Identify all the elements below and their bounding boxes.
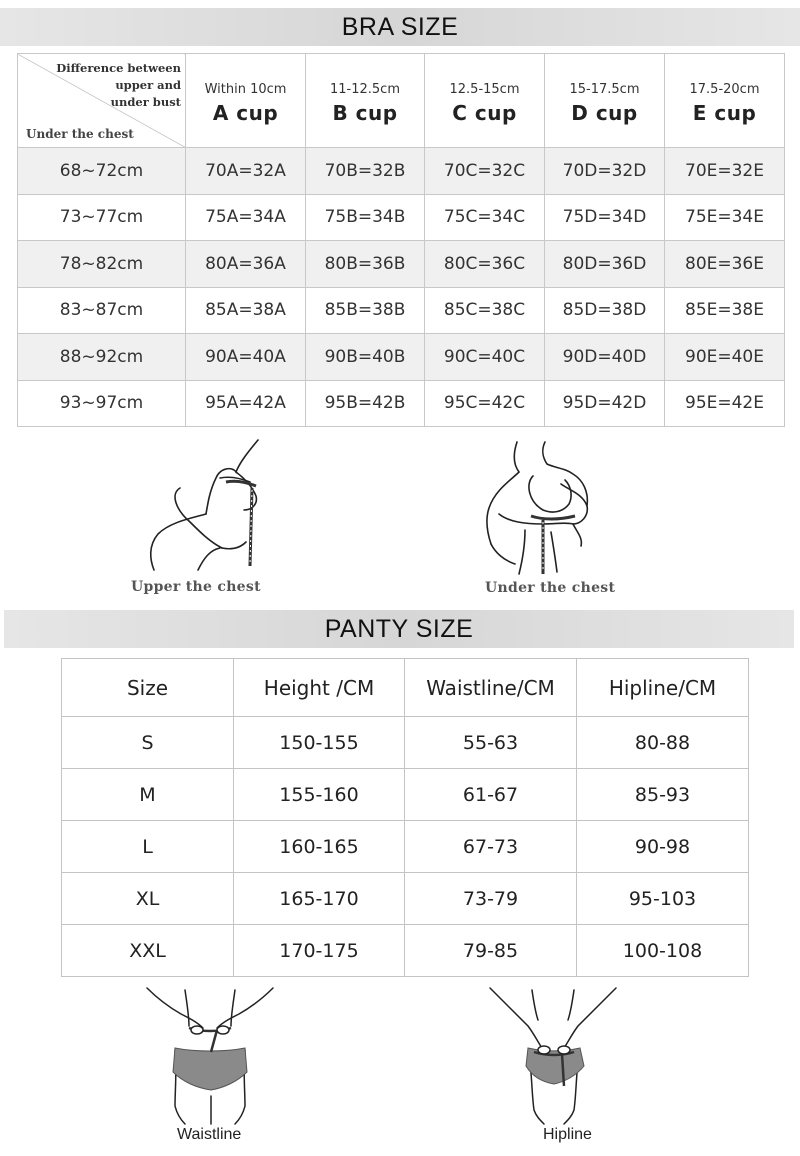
bra-row [18,380,785,427]
cup-range: 12.5-15cm [449,82,520,97]
panty-row [62,769,749,821]
cup-name: C cup [452,101,517,125]
height-cell: 155-160 [234,769,405,821]
cup-header-d [545,54,665,148]
height-cell: 160-165 [234,821,405,873]
size-cell: 75A=34A [186,194,306,241]
size-cell: 90B=40B [306,334,425,381]
bra-header-row [18,54,785,148]
cup-range: 17.5-20cm [689,82,760,97]
cup-name: B cup [332,101,398,125]
size-cell: 85B=38B [306,287,425,334]
size-cell: 95A=42A [186,380,306,427]
size-cell: 70E=32E [665,148,785,195]
chest-range-cell: 73~77cm [18,194,186,241]
size-cell: 90D=40D [545,334,665,381]
waist-cell: 61-67 [405,769,577,821]
hip-cell: 100-108 [577,925,749,977]
upper-chest-caption: Upper the chest [131,579,261,595]
size-cell: 75B=34B [306,194,425,241]
size-cell: 90C=40C [425,334,545,381]
cup-name: E cup [692,101,757,125]
cup-header-e [665,54,785,148]
size-cell: 70A=32A [186,148,306,195]
cup-range: 11-12.5cm [330,82,400,97]
size-cell: 85D=38D [545,287,665,334]
height-cell: 170-175 [234,925,405,977]
header-size: Size [62,659,234,717]
size-cell: 95E=42E [665,380,785,427]
size-cell: XL [62,873,234,925]
cup-range: Within 10cm [204,82,287,97]
size-cell: 85E=38E [665,287,785,334]
waistline-caption: Waistline [177,1126,242,1143]
size-cell: 70C=32C [425,148,545,195]
size-cell: 95D=42D [545,380,665,427]
bra-row [18,287,785,334]
size-cell: L [62,821,234,873]
hip-cell: 95-103 [577,873,749,925]
size-cell: 85C=38C [425,287,545,334]
size-cell: 80C=36C [425,241,545,288]
under-chest-measure-illustration [485,440,605,575]
chest-range-cell: 93~97cm [18,380,186,427]
size-cell: 70D=32D [545,148,665,195]
chest-range-cell: 78~82cm [18,241,186,288]
header-waistline: Waistline/CM [405,659,577,717]
chest-range-cell: 83~87cm [18,287,186,334]
waist-cell: 79-85 [405,925,577,977]
waistline-measure-illustration [145,986,275,1126]
height-cell: 150-155 [234,717,405,769]
panty-size-title: PANTY SIZE [4,610,794,648]
cup-range: 15-17.5cm [569,82,640,97]
under-chest-caption: Under the chest [485,580,616,596]
bra-row [18,194,785,241]
corner-under-chest-label: Under the chest [26,127,134,141]
header-height: Height /CM [234,659,405,717]
size-cell: 75C=34C [425,194,545,241]
bra-size-table [17,53,785,427]
size-cell: 80B=36B [306,241,425,288]
hip-cell: 90-98 [577,821,749,873]
size-cell: 85A=38A [186,287,306,334]
size-cell: 80E=36E [665,241,785,288]
bra-row [18,334,785,381]
hip-cell: 80-88 [577,717,749,769]
hip-cell: 85-93 [577,769,749,821]
size-cell: S [62,717,234,769]
bra-size-title: BRA SIZE [0,8,800,46]
size-cell: 70B=32B [306,148,425,195]
size-cell: M [62,769,234,821]
panty-row [62,717,749,769]
bra-corner-header [18,54,186,148]
waist-cell: 73-79 [405,873,577,925]
chest-range-cell: 68~72cm [18,148,186,195]
size-cell: 75E=34E [665,194,785,241]
size-cell: 80D=36D [545,241,665,288]
size-cell: 90E=40E [665,334,785,381]
header-hipline: Hipline/CM [577,659,749,717]
size-cell: 95C=42C [425,380,545,427]
panty-size-table [61,658,749,977]
waist-cell: 67-73 [405,821,577,873]
size-cell: 75D=34D [545,194,665,241]
panty-row [62,821,749,873]
cup-header-c [425,54,545,148]
cup-header-a [186,54,306,148]
panty-row [62,925,749,977]
chest-range-cell: 88~92cm [18,334,186,381]
size-cell: 90A=40A [186,334,306,381]
panty-row [62,873,749,925]
cup-name: A cup [212,101,279,125]
height-cell: 165-170 [234,873,405,925]
size-cell: 95B=42B [306,380,425,427]
waist-cell: 55-63 [405,717,577,769]
corner-difference-label: Difference between upper and under bust [56,61,181,109]
cup-name: D cup [571,101,638,125]
bra-row [18,241,785,288]
size-cell: XXL [62,925,234,977]
upper-chest-measure-illustration [140,438,280,573]
panty-header-row [62,659,749,717]
size-cell: 80A=36A [186,241,306,288]
cup-header-b [306,54,425,148]
hipline-caption: Hipline [543,1126,592,1143]
bra-row [18,148,785,195]
hipline-measure-illustration [488,986,618,1126]
